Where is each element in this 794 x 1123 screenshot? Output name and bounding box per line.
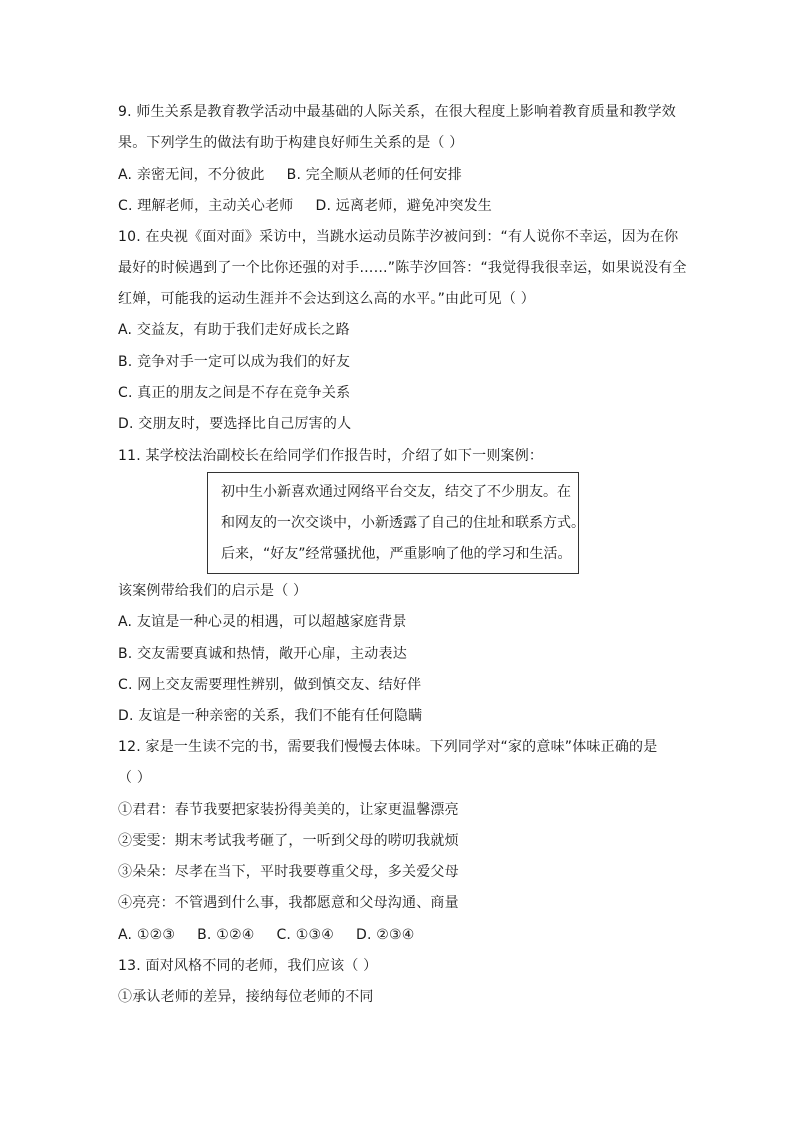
q11-case-line2: 和网友的一次交谈中，小新透露了自己的住址和联系方式。 [221,515,585,531]
q9-stem-line2: 果。下列学生的做法有助于构建良好师生关系的是（ ） [118,135,464,151]
q10-option-c: C. 真正的朋友之间是不存在竞争关系 [118,385,351,401]
q12-item-4: ④亮亮：不管遇到什么事，我都愿意和父母沟通、商量 [118,895,459,911]
q12-option-a: A. ①②③ [118,927,176,943]
q9-stem-line1: 9. 师生关系是教育教学活动中最基础的人际关系，在很大程度上影响着教育质量和教学效 [118,104,677,120]
q12-item-2: ②雯雯：期末考试我考砸了，一听到父母的唠叨我就烦 [118,833,459,849]
q10-option-d: D. 交朋友时，要选择比自己厉害的人 [118,416,352,432]
q12-option-c: C. ①③④ [276,927,334,943]
q11-case-line3: 后来，“好友”经常骚扰他，严重影响了他的学习和生活。 [221,546,572,562]
q11-stem-line1: 11. 某学校法治副校长在给同学们作报告时，介绍了如下一则案例： [118,448,544,464]
q12-item-3: ③朵朵：尽孝在当下，平时我要尊重父母，多关爱父母 [118,864,459,880]
q9-options-row1 [118,165,462,185]
q9-option-c: C. 理解老师，主动关心老师 [118,198,294,214]
q9-options-row2 [118,196,492,216]
q11-option-a: A. 友谊是一种心灵的相遇，可以超越家庭背景 [118,614,407,630]
q10-stem-line2: 最好的时候遇到了一个比你还强的对手……”陈芋汐回答：“我觉得我很幸运，如果说没有全 [118,260,687,276]
q11-stem-line2: 该案例带给我们的启示是（ ） [118,583,308,599]
q13-stem-line1: 13. 面对风格不同的老师，我们应该（ ） [118,958,378,974]
q10-stem-line3: 红婵，可能我的运动生涯并不会达到这么高的水平。”由此可见（ ） [118,291,535,307]
q12-option-d: D. ②③④ [355,927,415,943]
q11-case-line1: 初中生小新喜欢通过网络平台交友，结交了不少朋友。在 [221,484,571,500]
q12-stem-line2: （ ） [118,770,152,786]
q10-option-b: B. 竞争对手一定可以成为我们的好友 [118,354,351,370]
q11-option-d: D. 友谊是一种亲密的关系，我们不能有任何隐瞒 [118,708,423,724]
q11-case-box [207,472,585,574]
q12-stem-line1: 12. 家是一生读不完的书，需要我们慢慢去体味。下列同学对“家的意味”体味正确的是 [118,739,658,755]
q9-option-b: B. 完全顺从老师的任何安排 [286,167,462,183]
q12-item-1: ①君君：春节我要把家装扮得美美的，让家更温馨漂亮 [118,802,459,818]
q13-item-1: ①承认老师的差异，接纳每位老师的不同 [118,989,374,1005]
q10-option-a: A. 交益友，有助于我们走好成长之路 [118,322,350,338]
q12-option-b: B. ①②④ [197,927,255,943]
q10-stem-line1: 10. 在央视《面对面》采访中，当跳水运动员陈芋汐被问到：“有人说你不幸运，因为在你 [118,229,679,245]
q12-options-row [118,925,415,945]
q9-option-a: A. 亲密无间，不分彼此 [118,167,265,183]
q11-option-b: B. 交友需要真诚和热情，敞开心扉，主动表达 [118,646,407,662]
q11-option-c: C. 网上交友需要理性辨别，做到慎交友、结好伴 [118,677,422,693]
q9-option-d: D. 远离老师，避免冲突发生 [315,198,492,214]
